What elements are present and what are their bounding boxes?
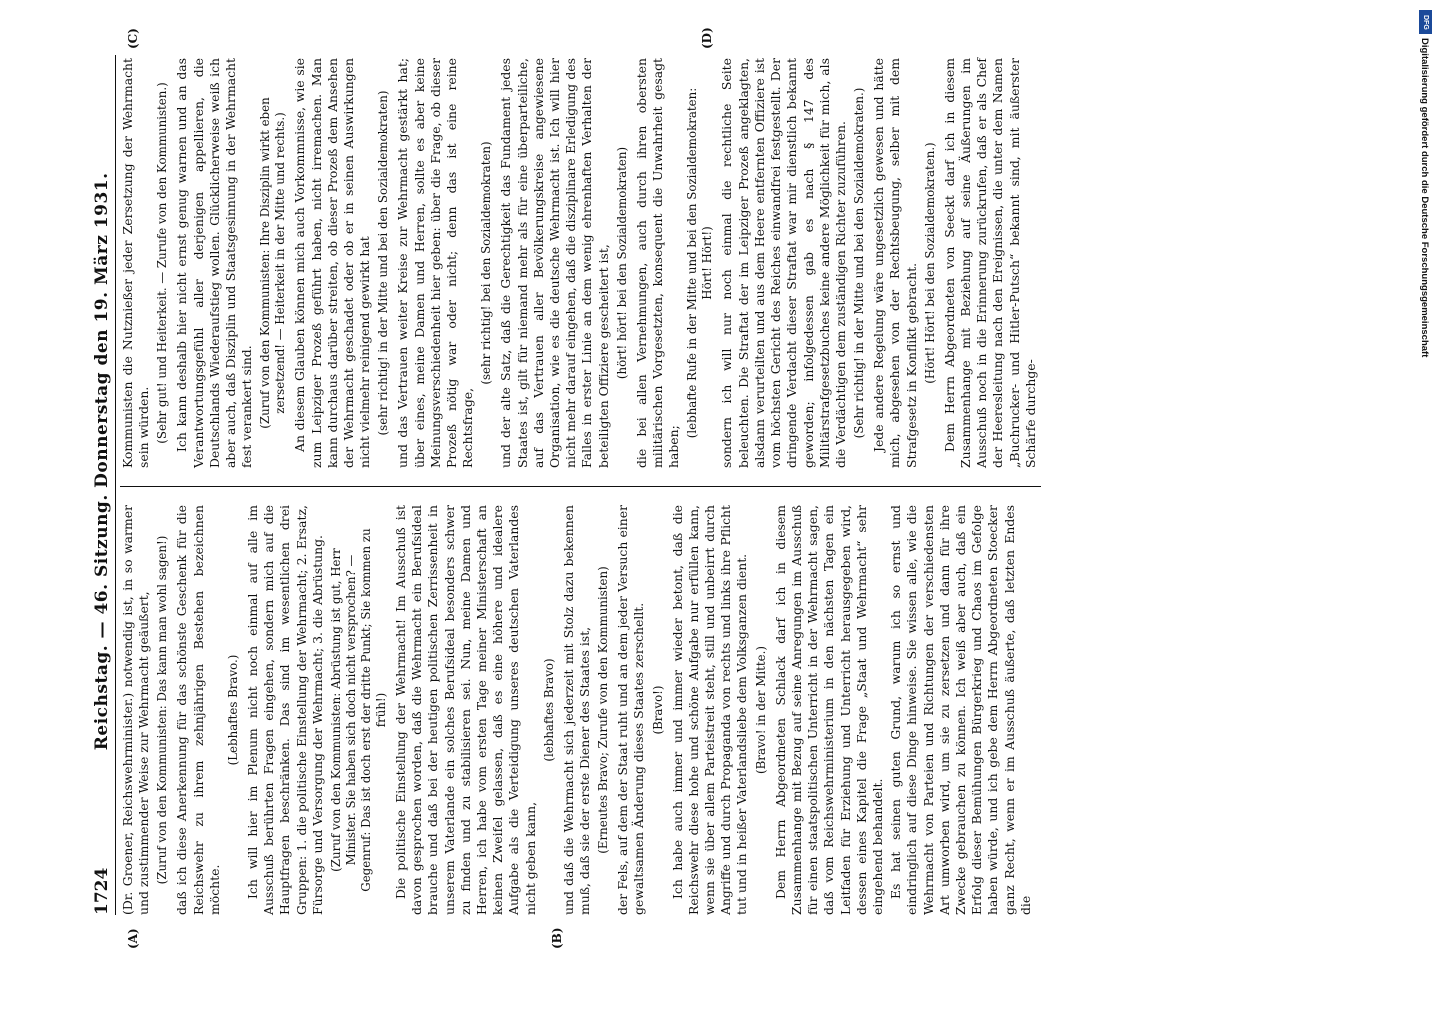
paragraph: sondern ich will nur noch einmal die rechtliche Seite beleuchten. Die Straftat der im Leipziger Prozeß angeklagten, alsdann verurteilten und aus dem Heere entfernten Offiziere ist vom höchsten Gericht des Reiches einwandfrei festgestellt. Der dringende Verdacht dieser Straftat war mir dienstlich bekannt geworden; infolgedessen gab es nach § 147 des Militärstrafgesetzbuches keine andere Möglichkeit für mich, als die Verdächtigen dem zuständigen Richter zuzuführen. xyxy=(719,58,848,468)
dfg-sidebar xyxy=(1418,8,1434,988)
interjection: (Lebhaftes Bravo.) xyxy=(226,654,241,766)
interjection: (lebhafte Rufe in der Mitte und bei den Sozialdemokraten: Hört! Hört!) xyxy=(685,87,715,439)
paragraph: daß ich diese Anerkennung für das schönste Geschenk für die Reichswehr zu ihrem zehnjährigen Bestehen bezeichnen möchte. xyxy=(174,505,222,915)
page-title: Reichstag. — 46. Sitzung. Donnerstag den 19. März 1931. xyxy=(92,172,112,751)
interjection: (Zuruf von den Kommunisten: Das kann man wohl sagen!) xyxy=(155,535,170,885)
interjection: (Bravo! in der Mitte.) xyxy=(753,646,768,774)
interjection: (Hört! Hört! bei den Sozialdemokraten.) xyxy=(922,142,937,384)
paragraph: Dem Herrn Abgeordneten Schlack darf ich in diesem Zusammenhange mit Bezug auf seine Anregungen im Ausschuß für einen staatspolitischen Unterricht in der Wehrmacht sagen, daß vom Reichswehrministerium in den nächsten Tagen ein Leitfaden für Erziehung und Unterricht herausgegeben wird, dessen eines Kapitel die Frage „Staat und Wehrmacht“ sehr eingehend behandelt. xyxy=(772,505,885,915)
paragraph: Es hat seinen guten Grund, warum ich so ernst und eindringlich auf diese Dinge hinweise. Sie wissen alle, wie die Wehrmacht von Parteien und Richtungen der verschiedensten Art umworben wird, um sie zu zersetzen und dann für ihre Zwecke gebrauchen zu können. Ich weiß aber auch, daß ein Erfolg dieser Bemühungen Bürgerkrieg und Chaos im Gefolge haben würde, und ich gebe dem Herrn Abgeordneten Stoecker ganz Recht, wenn er im Ausschuß äußerte, daß letzten Endes die xyxy=(888,505,1033,915)
paragraph: die bei allen Vernehmungen, auch durch ihren obersten militärischen Vorgesetzten, konsequent die Unwahrheit gesagt haben; xyxy=(633,58,682,468)
paragraph: Ich kann deshalb hier nicht ernst genug warnen und an das Verantwortungsgefühl aller derjenigen appellieren, die Deutschlands Wiederaufstieg wollen. Glücklicherweise weiß ich aber auch, daß Disziplin und Staatsgesinnung in der Wehrmacht fest verankert sind. xyxy=(174,58,255,468)
margin-mark-d: (D) xyxy=(700,27,714,49)
margin-mark-a: (A) xyxy=(126,928,140,949)
interjection: (Sehr gut! und Heiterkeit. — Zurufe von den Kommunisten.) xyxy=(155,82,170,444)
paragraph: und daß die Wehrmacht sich jederzeit mit Stolz dazu bekennen muß, daß sie der erste Diener des Staates ist, xyxy=(560,505,593,915)
interjection: (Sehr richtig! in der Mitte und bei den Sozialdemokraten.) xyxy=(852,87,867,439)
paragraph: und das Vertrauen weiter Kreise zur Wehrmacht gestärkt hat; über eines, meine Damen und Herren, sollte es aber keine Meinungsverschiedenheit hier geben: über die Frage, ob dieser Prozeß nötig war oder nicht; denn das ist eine reine Rechtsfrage, xyxy=(395,58,476,468)
text-columns xyxy=(120,27,1041,949)
dfg-note: Digitalisierung gefördert durch die Deutsche Forschungsgemeinschaft xyxy=(1419,38,1430,358)
page-number: 1724 xyxy=(92,867,112,915)
margin-mark-c: (C) xyxy=(126,28,140,49)
interjection: (Erneutes Bravo; Zurufe von den Kommunisten) xyxy=(596,566,611,854)
interjection: (Zuruf von den Kommunisten: Ihre Disziplin wirkt eben zersetzend! — Heiterkeit in der Mitte und rechts.) xyxy=(258,97,288,429)
interjection: (Bravo!) xyxy=(650,685,665,735)
interjection: (lebhaftes Bravo) xyxy=(541,658,556,762)
dfg-logo: DFG xyxy=(1419,10,1432,34)
paragraph: der Fels, auf dem der Staat ruht und an dem jeder Versuch einer gewaltsamen Änderung dieses Staates zerschellt. xyxy=(615,505,647,915)
interjection: (sehr richtig! bei den Sozialdemokraten) xyxy=(479,141,494,385)
left-column xyxy=(120,486,1041,915)
paragraph: Ich will hier im Plenum nicht noch einmal auf alle im Ausschuß berührten Fragen eingehen, sondern mich auf die Hauptfragen beschränken. Das sind im wesentlichen drei Gruppen: 1. die politische Einstellung der Wehrmacht; 2. Ersatz, Fürsorge und Versorgung der Wehrmacht; 3. die Abrüstung. xyxy=(245,505,325,915)
paragraph: Die politische Einstellung der Wehrmacht! Im Ausschuß ist davon gesprochen worden, daß die Wehrmacht ein Berufsideal brauche und daß bei der heutigen politischen Zerrissenheit in unserem Vaterlande ein solches Berufsideal besonders schwer zu finden und zu stabilisieren sei. Nun, meine Damen und Herren, ich habe vom ersten Tage meiner Ministerschaft an keinen Zweifel gelassen, daß es eine höhere und idealere Aufgabe als die Verteidigung unseres deutschen Vaterlandes nicht geben kann, xyxy=(393,505,538,915)
paragraph: und der alte Satz, daß die Gerechtigkeit das Fundament jedes Staates ist, gilt für niemand mehr als für eine überparteiliche, auf das Vertrauen aller Bevölkerungskreise angewiesene Organisation, wie es die deutsche Wehrmacht ist. Ich will hier nicht mehr darauf eingehen, daß die disziplinare Erledigung des Falles in erster Linie an dem wenig ehrenhaften Verhalten der beteiligten Offiziere gescheitert ist, xyxy=(498,58,611,468)
paragraph: (Dr. Groener, Reichswehrminister.) notwendig ist, in so warmer und zustimmender Weise zur Wehrmacht geäußert, xyxy=(120,505,152,915)
page-header xyxy=(92,55,116,915)
margin-mark-b: (B) xyxy=(550,927,564,949)
paragraph: An diesem Glauben können mich auch Vorkommnisse, wie sie zum Leipziger Prozeß geführt haben, nicht irremachen. Man kann durchaus darüber streiten, ob dieser Prozeß dem Ansehen der Wehrmacht geschadet oder ob er in seinen Auswirkungen nicht vielmehr reinigend gewirkt hat xyxy=(292,58,373,468)
paragraph: Dem Herrn Abgeordneten von Seeckt darf ich in diesem Zusammenhange mit Beziehung auf seine Äußerungen im Ausschuß noch in die Erinnerung zurückrufen, daß er als Chef der Heeresleitung nach den Ereignissen, die unter dem Namen „Buchrucker- und Hitler-Putsch“ bekannt sind, mit äußerster Schärfe durchge- xyxy=(941,58,1038,468)
interjection: (sehr richtig! in der Mitte und bei den Sozialdemokraten) xyxy=(376,90,391,436)
interjection: (hört! hört! bei den Sozialdemokraten) xyxy=(614,146,629,380)
paragraph: Ich habe auch immer und immer wieder betont, daß die Reichswehr diese hohe und schöne Aufgabe nur erfüllen kann, wenn sie über allem Parteistreit steht, still und unbeirrt durch Angriffe und durch Propaganda von rechts und links ihre Pflicht tut und in heißer Vaterlandsliebe dem Volksganzen dient. xyxy=(669,505,750,915)
paragraph: Jede andere Regelung wäre ungesetzlich gewesen und hätte mich, abgesehen von der Rechtsbeugung, selber mit dem Strafgesetz in Konflikt gebracht. xyxy=(871,58,919,468)
paragraph: Kommunisten die Nutznießer jeder Zersetzung der Wehrmacht sein würden. xyxy=(120,58,152,468)
right-column xyxy=(120,58,1041,486)
interjection: (Zuruf von den Kommunisten: Abrüstung ist gut, Herr Minister. Sie haben sich doch nicht versprochen? — Gegenruf: Das ist doch erst der dritte Punkt; Sie kommen zu früh!) xyxy=(329,528,389,892)
